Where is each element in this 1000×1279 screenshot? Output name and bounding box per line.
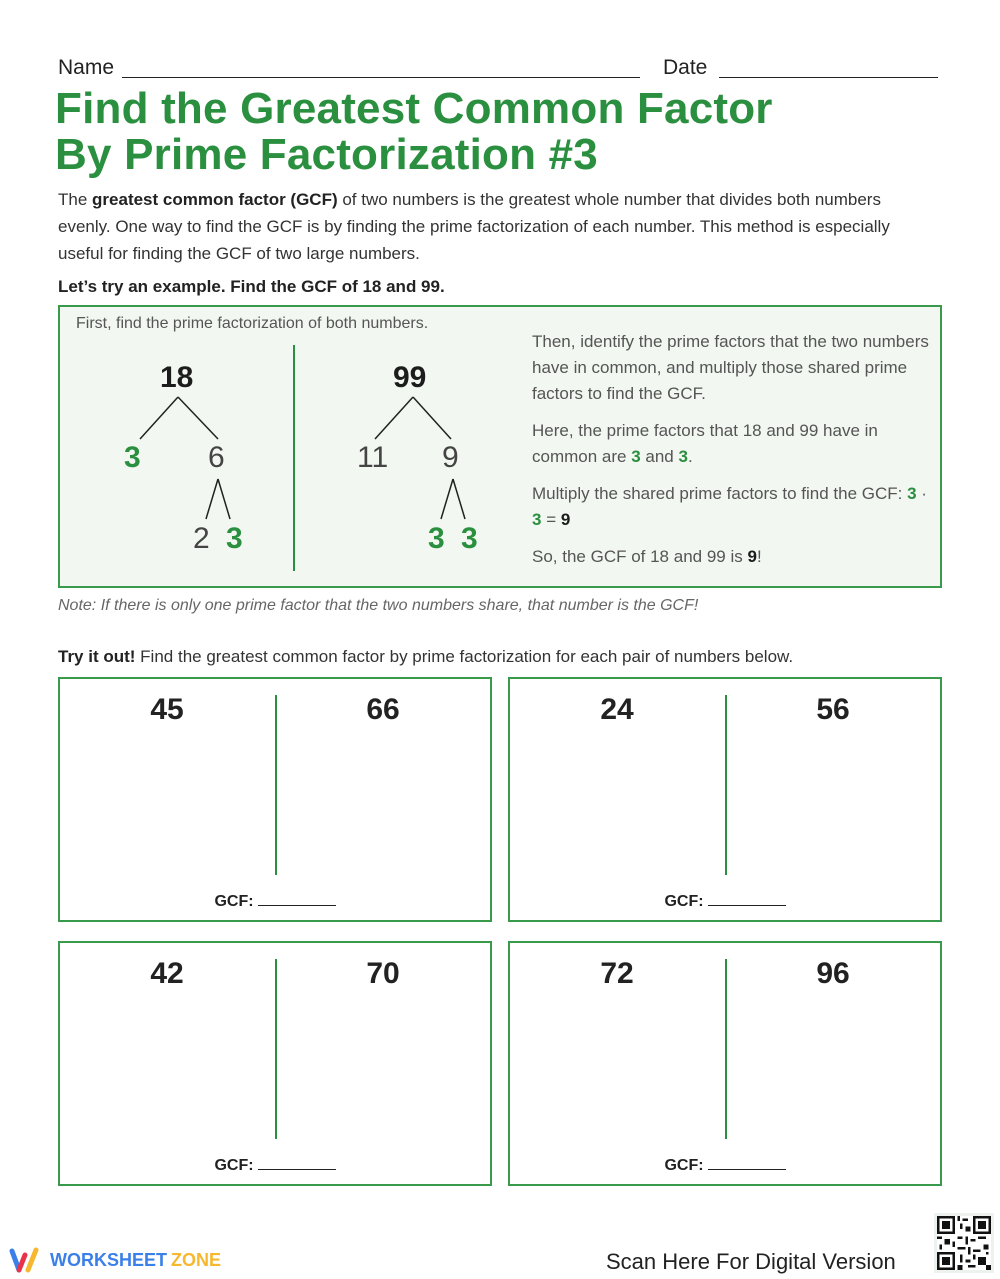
explain-step-3 bbox=[532, 481, 932, 533]
text: Multiply the shared prime factors to find the GCF: bbox=[532, 484, 908, 503]
gcf-answer-field[interactable] bbox=[258, 905, 336, 906]
gcf-result: 9 bbox=[560, 510, 571, 529]
intro-prefix: The bbox=[58, 190, 93, 209]
common-factor: 3 bbox=[907, 484, 917, 503]
example-explanation bbox=[532, 329, 932, 581]
gcf-answer bbox=[60, 1157, 490, 1175]
common-factor: 3 bbox=[678, 447, 688, 466]
example-instruction: First, find the prime factorization of both numbers. bbox=[76, 315, 429, 332]
scan-text: Scan Here For Digital Version bbox=[606, 1249, 896, 1274]
problem-number-a: 72 bbox=[600, 957, 634, 990]
problem-box[interactable] bbox=[58, 941, 492, 1186]
equals-sign: = bbox=[541, 510, 561, 529]
qr-code-icon[interactable] bbox=[934, 1213, 994, 1273]
tree-root: 99 bbox=[393, 361, 427, 394]
text: ! bbox=[756, 547, 762, 566]
explain-step-1: Then, identify the prime factors that the two numbers have in common, and multiply those shared prime factors to find the GCF. bbox=[532, 332, 929, 403]
gcf-answer-field[interactable] bbox=[708, 1169, 786, 1170]
try-it-text: Find the greatest common factor by prime factorization for each pair of numbers below. bbox=[135, 647, 794, 666]
date-field[interactable] bbox=[719, 77, 938, 78]
intro-suffix: of two numbers is the greatest whole number that divides both numbers evenly. One way to find the GCF is by finding the prime factorization of each number. This method is especially useful for finding the GCF of two large numbers. bbox=[58, 190, 890, 263]
explain-step-2 bbox=[532, 418, 932, 470]
tree-root: 18 bbox=[160, 361, 194, 394]
page-title bbox=[55, 86, 773, 178]
title-line-1: Find the Greatest Common Factor bbox=[55, 84, 773, 133]
problem-divider bbox=[725, 695, 727, 875]
problem-box[interactable] bbox=[58, 677, 492, 922]
tree-leaf: 2 bbox=[193, 522, 210, 555]
example-heading: Let’s try an example. Find the GCF of 18 and 99. bbox=[58, 277, 445, 296]
tree-leaf: 11 bbox=[357, 441, 389, 474]
problem-divider bbox=[275, 695, 277, 875]
tree-leaf: 3 bbox=[461, 522, 478, 555]
multiply-dot: · bbox=[916, 484, 927, 503]
gcf-label: GCF: bbox=[214, 893, 254, 910]
text: Here, the prime factors that 18 and 99 have in common are bbox=[532, 421, 878, 466]
brand-name-part2: ZONE bbox=[171, 1249, 222, 1270]
gcf-label: GCF: bbox=[214, 1157, 254, 1174]
problem-number-b: 56 bbox=[816, 693, 850, 726]
text: So, the GCF of 18 and 99 is bbox=[532, 547, 748, 566]
example-box bbox=[58, 305, 942, 588]
gcf-answer-field[interactable] bbox=[258, 1169, 336, 1170]
tree-node: 9 bbox=[442, 441, 459, 474]
name-date-line bbox=[58, 56, 938, 82]
problem-number-b: 96 bbox=[816, 957, 850, 990]
example-divider bbox=[293, 345, 295, 571]
gcf-answer bbox=[60, 893, 490, 911]
factor-tree-99 bbox=[345, 357, 505, 557]
problem-divider bbox=[275, 959, 277, 1139]
tree-leaf: 3 bbox=[226, 522, 243, 555]
try-it-label: Try it out! bbox=[58, 647, 136, 666]
common-factor: 3 bbox=[532, 510, 542, 529]
note-text: Note: If there is only one prime factor that the two numbers share, that number is the GCF! bbox=[58, 597, 699, 614]
gcf-answer-field[interactable] bbox=[708, 905, 786, 906]
text: . bbox=[687, 447, 693, 466]
brand-name-part1: WORKSHEET bbox=[50, 1249, 167, 1270]
tree-node: 6 bbox=[208, 441, 225, 474]
intro-paragraph bbox=[58, 186, 938, 267]
problem-number-a: 42 bbox=[150, 957, 184, 990]
gcf-answer bbox=[510, 893, 940, 911]
factor-tree-18 bbox=[110, 357, 260, 557]
tree-leaf: 3 bbox=[124, 441, 141, 474]
problem-number-b: 66 bbox=[366, 693, 400, 726]
brand-w-icon bbox=[8, 1245, 42, 1275]
gcf-label: GCF: bbox=[664, 893, 704, 910]
common-factor: 3 bbox=[631, 447, 641, 466]
problem-divider bbox=[725, 959, 727, 1139]
problem-number-a: 24 bbox=[600, 693, 634, 726]
problem-number-b: 70 bbox=[366, 957, 400, 990]
worksheetzone-logo[interactable] bbox=[8, 1245, 221, 1275]
problem-box[interactable] bbox=[508, 677, 942, 922]
tree-leaf: 3 bbox=[428, 522, 445, 555]
date-label: Date bbox=[663, 56, 708, 79]
text: and bbox=[640, 447, 679, 466]
problem-number-a: 45 bbox=[150, 693, 184, 726]
title-line-2: By Prime Factorization #3 bbox=[55, 130, 598, 179]
name-field[interactable] bbox=[122, 77, 640, 78]
explain-step-4 bbox=[532, 544, 932, 570]
gcf-label: GCF: bbox=[664, 1157, 704, 1174]
try-it-instructions bbox=[58, 647, 793, 667]
problem-box[interactable] bbox=[508, 941, 942, 1186]
gcf-result: 9 bbox=[747, 547, 757, 566]
gcf-answer bbox=[510, 1157, 940, 1175]
name-label: Name bbox=[58, 56, 115, 79]
intro-term: greatest common factor (GCF) bbox=[92, 190, 338, 209]
